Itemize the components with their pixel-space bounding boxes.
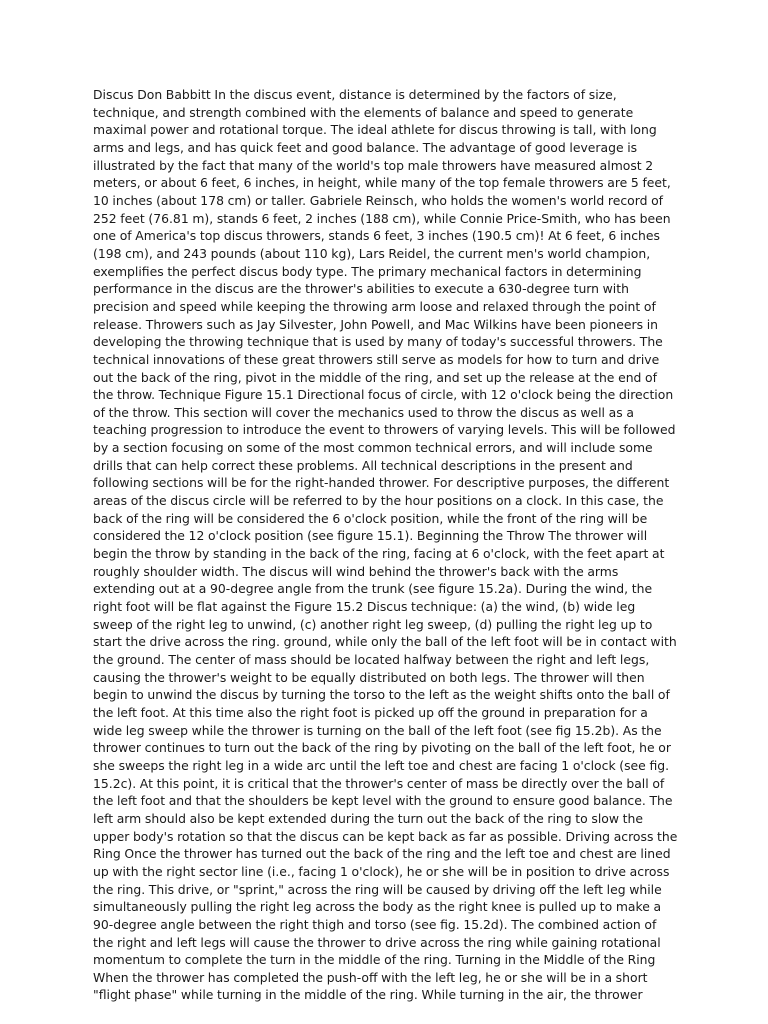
document-page xyxy=(93,86,678,1004)
body-text: Discus Don Babbitt In the discus event, distance is determined by the factors of size, technique, and strength combined with the elements of balance and speed to generate maximal power and rotational torque. The ideal athlete for discus throwing is tall, with long arms and legs, and has quick feet and good balance. The advantage of good leverage is illustrated by the fact that many of the world's top male throwers have measured almost 2 meters, or about 6 feet, 6 inches, in height, while many of the top female throwers are 5 feet, 10 inches (about 178 cm) or taller. Gabriele Reinsch, who holds the women's world record of 252 feet (76.81 m), stands 6 feet, 2 inches (188 cm), while Connie Price-Smith, who has been one of America's top discus throwers, stands 6 feet, 3 inches (190.5 cm)! At 6 feet, 6 inches (198 cm), and 243 pounds (about 110 kg), Lars Reidel, the current men's world champion, exemplifies the perfect discus body type. The primary mechanical factors in determining performance in the discus are the thrower's abilities to execute a 630-degree turn with precision and speed while keeping the throwing arm loose and relaxed through the point of release. Throwers such as Jay Silvester, John Powell, and Mac Wilkins have been pioneers in developing the throwing technique that is used by many of today's successful throwers. The technical innovations of these great throwers still serve as models for how to turn and drive out the back of the ring, pivot in the middle of the ring, and set up the release at the end of the throw. Technique Figure 15.1 Directional focus of circle, with 12 o'clock being the direction of the throw. This section will cover the mechanics used to throw the discus as well as a teaching progression to introduce the event to throwers of varying levels. This will be followed by a section focusing on some of the most common technical errors, and will include some drills that can help correct these problems. All technical descriptions in the present and following sections will be for the right-handed thrower. For descriptive purposes, the different areas of the discus circle will be referred to by the hour positions on a clock. In this case, the back of the ring will be considered the 6 o'clock position, while the front of the ring will be considered the 12 o'clock position (see figure 15.1). Beginning the Throw The thrower will begin the throw by standing in the back of the ring, facing at 6 o'clock, with the feet apart at roughly shoulder width. The discus will wind behind the thrower's back with the arms extending out at a 90-degree angle from the trunk (see figure 15.2a). During the wind, the right foot will be flat against the Figure 15.2 Discus technique: (a) the wind, (b) wide leg sweep of the right leg to unwind, (c) another right leg sweep, (d) pulling the right leg up to start the drive across the ring. ground, while only the ball of the left foot will be in contact with the ground. The center of mass should be located halfway between the right and left legs, causing the thrower's weight to be equally distributed on both legs. The thrower will then begin to unwind the discus by turning the torso to the left as the weight shifts onto the ball of the left foot. At this time also the right foot is picked up off the ground in preparation for a wide leg sweep while the thrower is turning on the ball of the left foot (see fig 15.2b). As the thrower continues to turn out the back of the ring by pivoting on the ball of the left foot, he or she sweeps the right leg in a wide arc until the left toe and chest are facing 1 o'clock (see fig. 15.2c). At this point, it is critical that the thrower's center of mass be directly over the ball of the left foot and that the shoulders be kept level with the ground to ensure good balance. The left arm should also be kept extended during the turn out the back of the ring to slow the upper body's rotation so that the discus can be kept back as far as possible. Driving across the Ring Once the thrower has turned out the back of the ring and the left toe and chest are lined up with the right sector line (i.e., facing 1 o'clock), he or she will be in position to drive across the ring. This drive, or "sprint," across the ring will be caused by driving off the left leg while simultaneously pulling the right leg across the body as the right knee is pulled up to make a 90-degree angle between the right thigh and torso (see fig. 15.2d). The combined action of the right and left legs will cause the thrower to drive across the ring while gaining rotational momentum to complete the turn in the middle of the ring. Turning in the Middle of the Ring When the thrower has completed the push-off with the left leg, he or she will be in a short "flight phase" while turning in the middle of the ring. While turning in the air, the thrower xyxy=(93,87,678,1003)
